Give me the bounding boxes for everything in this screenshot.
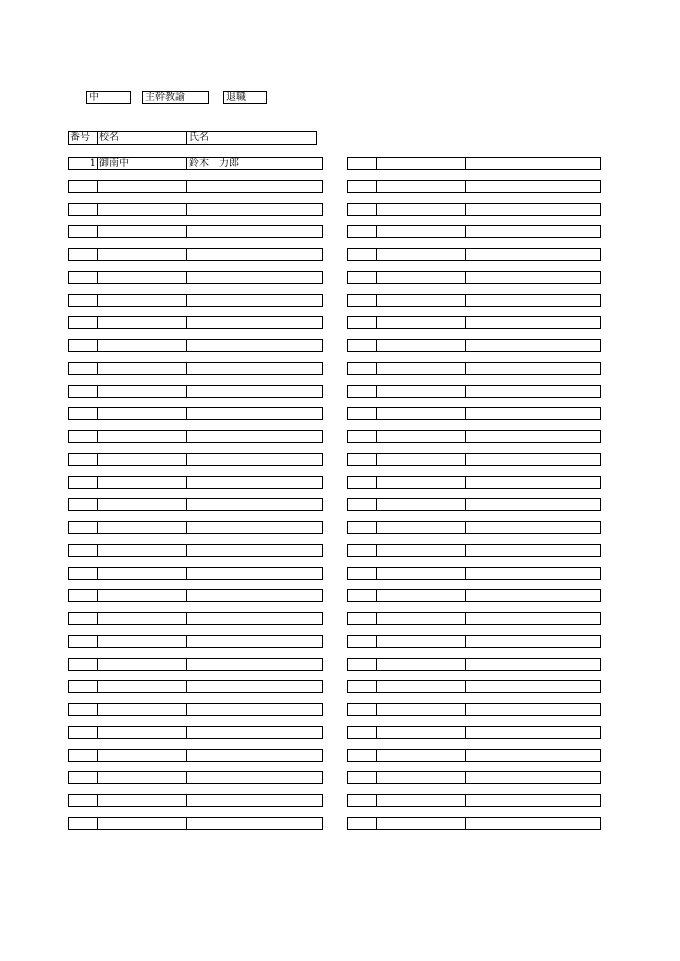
row-name-cell[interactable] — [465, 795, 600, 806]
row-school-cell[interactable] — [97, 590, 186, 601]
row-number-cell[interactable] — [69, 636, 97, 647]
table-header — [68, 131, 317, 145]
table-row — [68, 203, 323, 216]
row-number-cell[interactable] — [69, 568, 97, 579]
row-school-cell[interactable] — [97, 317, 186, 328]
row-school-cell[interactable] — [97, 431, 186, 442]
row-name-cell[interactable] — [186, 408, 322, 419]
row-name-cell[interactable] — [186, 204, 322, 215]
row-school-cell[interactable] — [97, 408, 186, 419]
table-row — [347, 544, 601, 557]
table-row — [68, 498, 323, 511]
row-school-cell[interactable] — [376, 249, 465, 260]
row-number-cell[interactable] — [348, 249, 376, 260]
row-school-cell[interactable] — [376, 317, 465, 328]
row-school-cell[interactable] — [97, 727, 186, 738]
row-name-cell[interactable] — [186, 522, 322, 533]
table-row — [347, 157, 601, 170]
row-number-cell[interactable] — [348, 568, 376, 579]
row-school-cell[interactable] — [376, 386, 465, 397]
row-school-cell[interactable] — [376, 408, 465, 419]
row-number-cell[interactable] — [348, 204, 376, 215]
row-name-cell[interactable] — [186, 272, 322, 283]
row-name-cell[interactable] — [465, 499, 600, 510]
row-name-cell[interactable] — [186, 431, 322, 442]
row-name-cell[interactable] — [186, 636, 322, 647]
table-row — [68, 430, 323, 443]
row-number-cell[interactable] — [69, 499, 97, 510]
row-name-cell[interactable] — [186, 795, 322, 806]
row-school-cell[interactable] — [97, 750, 186, 761]
table-row — [347, 635, 601, 648]
row-number-cell[interactable] — [348, 636, 376, 647]
table-row — [68, 407, 323, 420]
row-school-cell[interactable] — [376, 158, 465, 169]
row-number-cell[interactable] — [69, 613, 97, 624]
row-name-cell[interactable] — [186, 681, 322, 692]
table-row — [68, 658, 323, 671]
row-name-cell[interactable] — [186, 295, 322, 306]
row-school-cell[interactable] — [97, 704, 186, 715]
row-name-cell[interactable] — [465, 226, 600, 237]
row-name-cell[interactable] — [186, 659, 322, 670]
table-row — [347, 407, 601, 420]
table-row — [347, 726, 601, 739]
row-name-cell[interactable] — [465, 659, 600, 670]
row-school-cell[interactable] — [376, 613, 465, 624]
row-school-cell[interactable] — [97, 613, 186, 624]
table-row — [347, 339, 601, 352]
table-row — [347, 589, 601, 602]
row-number-cell[interactable] — [69, 522, 97, 533]
row-number-cell[interactable] — [348, 272, 376, 283]
row-name-cell[interactable] — [186, 727, 322, 738]
row-number-cell[interactable] — [69, 477, 97, 488]
row-name-cell[interactable] — [465, 613, 600, 624]
row-number-cell[interactable] — [69, 386, 97, 397]
row-school-cell[interactable] — [97, 340, 186, 351]
row-school-cell[interactable] — [376, 477, 465, 488]
row-school-cell[interactable] — [97, 226, 186, 237]
row-school-cell[interactable] — [97, 795, 186, 806]
table-row — [347, 476, 601, 489]
row-number-cell[interactable] — [348, 158, 376, 169]
table-row — [347, 362, 601, 375]
row-school-cell[interactable] — [97, 772, 186, 783]
row-school-cell[interactable] — [376, 568, 465, 579]
row-number-cell[interactable] — [348, 317, 376, 328]
table-row — [68, 453, 323, 466]
row-number-cell[interactable]: 1 — [89, 158, 96, 169]
row-number-cell[interactable] — [348, 659, 376, 670]
table-row — [68, 248, 323, 261]
row-school-cell[interactable] — [376, 795, 465, 806]
row-school-cell[interactable] — [376, 204, 465, 215]
table-row — [68, 726, 323, 739]
row-number-cell[interactable] — [348, 590, 376, 601]
row-number-cell[interactable] — [69, 431, 97, 442]
table-row — [347, 180, 601, 193]
row-number-cell[interactable] — [348, 681, 376, 692]
row-school-cell[interactable] — [97, 636, 186, 647]
row-name-cell[interactable] — [465, 363, 600, 374]
row-name-cell[interactable] — [186, 613, 322, 624]
row-name-cell[interactable] — [186, 704, 322, 715]
row-name-cell[interactable] — [465, 204, 600, 215]
row-number-cell[interactable] — [69, 363, 97, 374]
row-number-cell[interactable] — [348, 750, 376, 761]
table-row — [68, 635, 323, 648]
row-name-cell[interactable] — [465, 568, 600, 579]
row-name-cell[interactable] — [465, 818, 600, 829]
row-school-cell[interactable] — [97, 386, 186, 397]
row-number-cell[interactable] — [348, 818, 376, 829]
row-number-cell[interactable] — [348, 386, 376, 397]
row-name-cell[interactable] — [465, 340, 600, 351]
row-school-cell[interactable] — [97, 204, 186, 215]
row-number-cell[interactable] — [69, 204, 97, 215]
row-school-cell[interactable] — [376, 499, 465, 510]
row-number-cell[interactable] — [348, 226, 376, 237]
row-name-cell[interactable] — [465, 181, 600, 192]
row-school-cell[interactable] — [376, 454, 465, 465]
row-number-cell[interactable] — [69, 272, 97, 283]
row-number-cell[interactable] — [348, 795, 376, 806]
row-name-cell[interactable] — [465, 590, 600, 601]
row-number-cell[interactable] — [348, 727, 376, 738]
table-row — [347, 498, 601, 511]
row-school-cell[interactable] — [97, 477, 186, 488]
row-name-cell[interactable] — [186, 249, 322, 260]
row-name-cell[interactable] — [186, 568, 322, 579]
table-row — [347, 771, 601, 784]
row-number-cell[interactable] — [69, 704, 97, 715]
row-name-cell[interactable]: 鈴木 力郎 — [186, 158, 322, 169]
row-number-cell[interactable] — [69, 295, 97, 306]
table-row — [347, 271, 601, 284]
row-school-cell[interactable] — [376, 431, 465, 442]
header-number: 番号 — [70, 132, 90, 143]
row-name-cell[interactable] — [465, 704, 600, 715]
row-name-cell[interactable] — [186, 181, 322, 192]
row-number-cell[interactable] — [348, 522, 376, 533]
row-name-cell[interactable] — [465, 477, 600, 488]
row-name-cell[interactable] — [186, 454, 322, 465]
table-row — [68, 316, 323, 329]
row-number-cell[interactable] — [69, 750, 97, 761]
position-field[interactable]: 主幹教諭 — [142, 91, 209, 104]
row-school-cell[interactable] — [97, 454, 186, 465]
status-field[interactable]: 退職 — [223, 91, 267, 104]
table-row — [68, 157, 323, 170]
table-row — [347, 612, 601, 625]
row-name-cell[interactable] — [465, 522, 600, 533]
table-row — [68, 180, 323, 193]
row-name-cell[interactable] — [465, 249, 600, 260]
row-number-cell[interactable] — [348, 613, 376, 624]
row-school-cell[interactable] — [97, 363, 186, 374]
table-row — [347, 658, 601, 671]
school-type-field[interactable]: 中 — [86, 91, 131, 104]
table-row — [347, 703, 601, 716]
row-school-cell[interactable] — [376, 772, 465, 783]
row-school-cell[interactable] — [376, 681, 465, 692]
row-name-cell[interactable] — [186, 363, 322, 374]
row-school-cell[interactable] — [376, 704, 465, 715]
row-number-cell[interactable] — [69, 408, 97, 419]
row-number-cell[interactable] — [69, 659, 97, 670]
row-number-cell[interactable] — [69, 681, 97, 692]
row-name-cell[interactable] — [465, 772, 600, 783]
row-name-cell[interactable] — [465, 545, 600, 556]
row-number-cell[interactable] — [69, 727, 97, 738]
row-number-cell[interactable] — [348, 772, 376, 783]
row-name-cell[interactable] — [465, 431, 600, 442]
row-school-cell[interactable] — [376, 590, 465, 601]
row-school-cell[interactable] — [376, 295, 465, 306]
row-name-cell[interactable] — [465, 636, 600, 647]
row-school-cell[interactable] — [376, 340, 465, 351]
header-school: 校名 — [97, 132, 186, 144]
row-name-cell[interactable] — [186, 499, 322, 510]
row-number-cell[interactable] — [69, 772, 97, 783]
row-school-cell[interactable] — [97, 568, 186, 579]
row-name-cell[interactable] — [465, 454, 600, 465]
table-row — [68, 749, 323, 762]
row-number-cell[interactable] — [348, 363, 376, 374]
table-row — [347, 453, 601, 466]
table-row — [347, 749, 601, 762]
row-number-cell[interactable] — [69, 226, 97, 237]
row-school-cell[interactable] — [97, 272, 186, 283]
row-school-cell[interactable] — [376, 181, 465, 192]
row-number-cell[interactable] — [348, 499, 376, 510]
row-name-cell[interactable] — [465, 750, 600, 761]
row-name-cell[interactable] — [186, 590, 322, 601]
table-row — [68, 385, 323, 398]
row-number-cell[interactable] — [348, 181, 376, 192]
row-school-cell[interactable] — [97, 681, 186, 692]
row-number-cell[interactable] — [348, 295, 376, 306]
row-school-cell[interactable] — [97, 659, 186, 670]
table-row — [68, 703, 323, 716]
row-school-cell[interactable] — [97, 545, 186, 556]
row-school-cell[interactable] — [376, 522, 465, 533]
row-number-cell[interactable] — [348, 408, 376, 419]
row-name-cell[interactable] — [465, 317, 600, 328]
row-name-cell[interactable] — [465, 408, 600, 419]
row-name-cell[interactable] — [465, 681, 600, 692]
table-row — [68, 476, 323, 489]
table-row — [68, 294, 323, 307]
table-row — [68, 225, 323, 238]
row-number-cell[interactable] — [348, 477, 376, 488]
row-name-cell[interactable] — [465, 272, 600, 283]
row-number-cell[interactable] — [348, 340, 376, 351]
row-number-cell[interactable] — [69, 317, 97, 328]
row-number-cell[interactable] — [348, 704, 376, 715]
row-number-cell[interactable] — [348, 545, 376, 556]
row-school-cell[interactable] — [97, 249, 186, 260]
row-school-cell[interactable] — [376, 545, 465, 556]
table-row — [347, 430, 601, 443]
table-row — [68, 612, 323, 625]
table-row — [347, 225, 601, 238]
row-name-cell[interactable] — [186, 545, 322, 556]
row-name-cell[interactable] — [465, 295, 600, 306]
table-row — [68, 271, 323, 284]
table-row — [347, 521, 601, 534]
row-number-cell[interactable] — [69, 181, 97, 192]
row-name-cell[interactable] — [186, 750, 322, 761]
table-row — [347, 817, 601, 830]
row-name-cell[interactable] — [186, 477, 322, 488]
row-school-cell[interactable] — [97, 181, 186, 192]
table-row — [68, 521, 323, 534]
row-school-cell[interactable] — [376, 272, 465, 283]
table-row — [68, 771, 323, 784]
row-school-cell[interactable]: 御南中 — [97, 158, 186, 169]
row-number-cell[interactable] — [69, 545, 97, 556]
table-row — [68, 567, 323, 580]
row-name-cell[interactable] — [186, 772, 322, 783]
row-name-cell[interactable] — [465, 386, 600, 397]
table-row — [347, 248, 601, 261]
table-row — [68, 817, 323, 830]
row-school-cell[interactable] — [376, 750, 465, 761]
table-row — [347, 294, 601, 307]
table-row — [68, 680, 323, 693]
row-school-cell[interactable] — [97, 522, 186, 533]
row-school-cell[interactable] — [376, 636, 465, 647]
table-row — [68, 339, 323, 352]
row-school-cell[interactable] — [376, 363, 465, 374]
table-row — [347, 385, 601, 398]
row-number-cell[interactable] — [69, 249, 97, 260]
table-row — [347, 680, 601, 693]
table-row — [68, 362, 323, 375]
table-row — [68, 589, 323, 602]
row-number-cell[interactable] — [69, 818, 97, 829]
row-name-cell[interactable] — [186, 340, 322, 351]
row-school-cell[interactable] — [97, 818, 186, 829]
row-name-cell[interactable] — [186, 317, 322, 328]
table-row — [347, 203, 601, 216]
row-number-cell[interactable] — [69, 340, 97, 351]
row-name-cell[interactable] — [186, 386, 322, 397]
table-row — [68, 544, 323, 557]
row-school-cell[interactable] — [97, 499, 186, 510]
table-row — [347, 316, 601, 329]
row-name-cell[interactable] — [465, 158, 600, 169]
row-name-cell[interactable] — [465, 727, 600, 738]
row-school-cell[interactable] — [376, 818, 465, 829]
row-number-cell[interactable] — [69, 795, 97, 806]
table-row — [347, 794, 601, 807]
row-name-cell[interactable] — [186, 226, 322, 237]
row-number-cell[interactable] — [69, 454, 97, 465]
row-school-cell[interactable] — [376, 226, 465, 237]
row-number-cell[interactable] — [348, 431, 376, 442]
row-school-cell[interactable] — [376, 727, 465, 738]
row-number-cell[interactable] — [348, 454, 376, 465]
table-row — [68, 794, 323, 807]
row-number-cell[interactable] — [69, 590, 97, 601]
row-school-cell[interactable] — [97, 295, 186, 306]
row-school-cell[interactable] — [376, 659, 465, 670]
row-name-cell[interactable] — [186, 818, 322, 829]
header-name: 氏名 — [186, 132, 316, 144]
table-row — [347, 567, 601, 580]
